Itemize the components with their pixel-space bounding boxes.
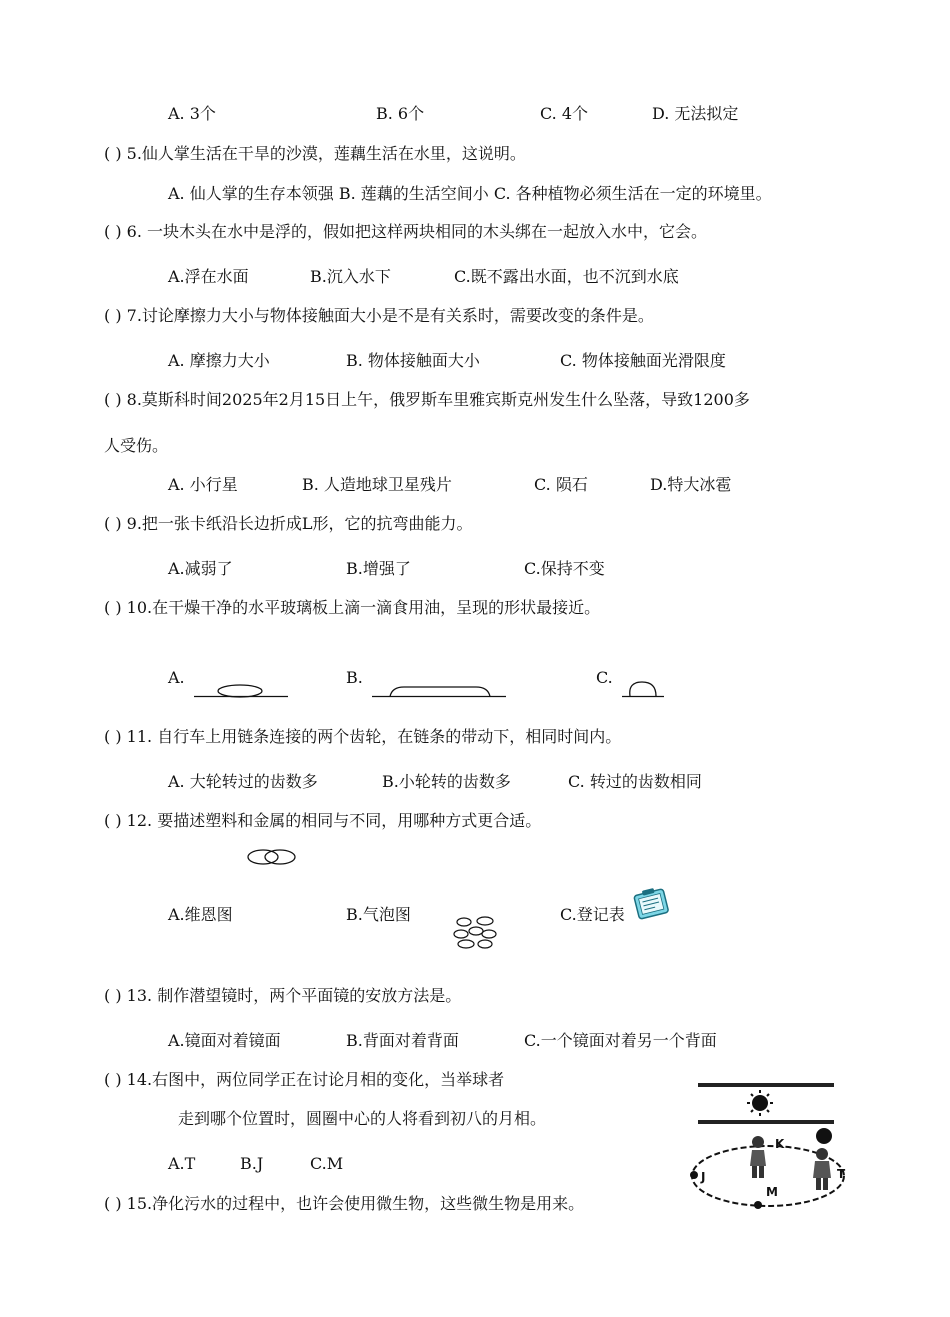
q10-option-c: C. xyxy=(596,668,613,687)
q11-option-b: B.小轮转的齿数多 xyxy=(382,772,511,791)
q14-option-b: B.J xyxy=(240,1154,264,1173)
q13-stem: ( ) 13. 制作潜望镜时，两个平面镜的安放方法是。 xyxy=(104,986,462,1005)
q9-stem: ( ) 9.把一张卡纸沿长边折成L形，它的抗弯曲能力。 xyxy=(104,514,473,533)
q11-option-c: C. 转过的齿数相同 xyxy=(568,772,702,791)
venn-diagram-icon xyxy=(246,848,298,866)
q8-stem: ( ) 8.莫斯科时间2025年2月15日上午，俄罗斯车里雅宾斯克州发生什么坠落，导致1200多 xyxy=(104,390,750,409)
q7-stem: ( ) 7.讨论摩擦力大小与物体接触面大小是不是有关系时，需要改变的条件是。 xyxy=(104,306,654,325)
q8-option-d: D.特大冰雹 xyxy=(650,475,732,494)
q7-option-b: B. 物体接触面大小 xyxy=(346,351,480,370)
q9-option-c: C.保持不变 xyxy=(524,559,605,578)
q15-stem: ( ) 15.净化污水的过程中，也许会使用微生物，这些微生物是用来。 xyxy=(104,1194,585,1213)
q10-option-b: B. xyxy=(346,668,363,687)
position-label-k: K xyxy=(775,1137,785,1151)
q9-option-a: A.减弱了 xyxy=(168,559,233,578)
q14-stem: ( ) 14.右图中，两位同学正在讨论月相的变化，当举球者 xyxy=(104,1070,505,1089)
q8-stem-continued: 人受伤。 xyxy=(104,436,169,455)
q12-option-c: C.登记表 xyxy=(560,905,625,924)
q7-option-c: C. 物体接触面光滑限度 xyxy=(560,351,726,370)
q13-option-c: C.一个镜面对着另一个背面 xyxy=(524,1031,717,1050)
bubble-map-icon xyxy=(452,915,498,949)
q7-option-a: A. 摩擦力大小 xyxy=(168,351,270,370)
position-label-j: J xyxy=(701,1170,706,1184)
q4-option-a: A. 3个 xyxy=(168,104,216,123)
oil-drop-spread-figure xyxy=(372,682,506,698)
q8-option-b: B. 人造地球卫星残片 xyxy=(302,475,452,494)
position-label-t: T xyxy=(837,1167,846,1181)
q10-option-a: A. xyxy=(168,668,185,687)
q6-stem: ( ) 6. 一块木头在水中是浮的，假如把这样两块相同的木头绑在一起放入水中，它会。 xyxy=(104,222,708,241)
q14-stem-continued: 走到哪个位置时，圆圈中心的人将看到初八的月相。 xyxy=(178,1109,547,1128)
q9-option-b: B.增强了 xyxy=(346,559,411,578)
q11-stem: ( ) 11. 自行车上用链条连接的两个齿轮，在链条的带动下，相同时间内。 xyxy=(104,727,622,746)
observer-figure xyxy=(750,1136,766,1178)
position-label-m: M xyxy=(766,1185,778,1199)
q13-option-b: B.背面对着背面 xyxy=(346,1031,459,1050)
q6-option-c: C.既不露出水面，也不沉到水底 xyxy=(454,267,679,286)
q13-option-a: A.镜面对着镜面 xyxy=(168,1031,281,1050)
moon-phase-figure xyxy=(680,1078,856,1218)
q6-option-b: B.沉入水下 xyxy=(310,267,391,286)
oil-drop-round-bead-figure xyxy=(622,678,664,698)
q5-stem: ( ) 5.仙人掌生活在干旱的沙漠，莲藕生活在水里，这说明。 xyxy=(104,144,526,163)
q8-option-c: C. 陨石 xyxy=(534,475,588,494)
q12-option-a: A.维恩图 xyxy=(168,905,233,924)
clipboard-record-sheet-icon xyxy=(632,886,670,920)
q6-option-a: A.浮在水面 xyxy=(168,267,249,286)
oil-drop-flat-oval-figure xyxy=(194,682,288,698)
q11-option-a: A. 大轮转过的齿数多 xyxy=(168,772,318,791)
q4-option-d: D. 无法拟定 xyxy=(652,104,739,123)
q14-option-c: C.M xyxy=(310,1154,344,1173)
q10-stem: ( ) 10.在干燥干净的水平玻璃板上滴一滴食用油，呈现的形状最接近。 xyxy=(104,598,601,617)
q14-option-a: A.T xyxy=(168,1154,196,1173)
q12-option-b: B.气泡图 xyxy=(346,905,411,924)
q4-option-b: B. 6个 xyxy=(376,104,425,123)
q4-option-c: C. 4个 xyxy=(540,104,589,123)
q12-stem: ( ) 12. 要描述塑料和金属的相同与不同，用哪种方式更合适。 xyxy=(104,811,542,830)
q5-options: A. 仙人掌的生存本领强 B. 莲藕的生活空间小 C. 各种植物必须生活在一定的环境里。 xyxy=(168,184,772,203)
sun-icon xyxy=(747,1090,773,1116)
q8-option-a: A. 小行星 xyxy=(168,475,238,494)
